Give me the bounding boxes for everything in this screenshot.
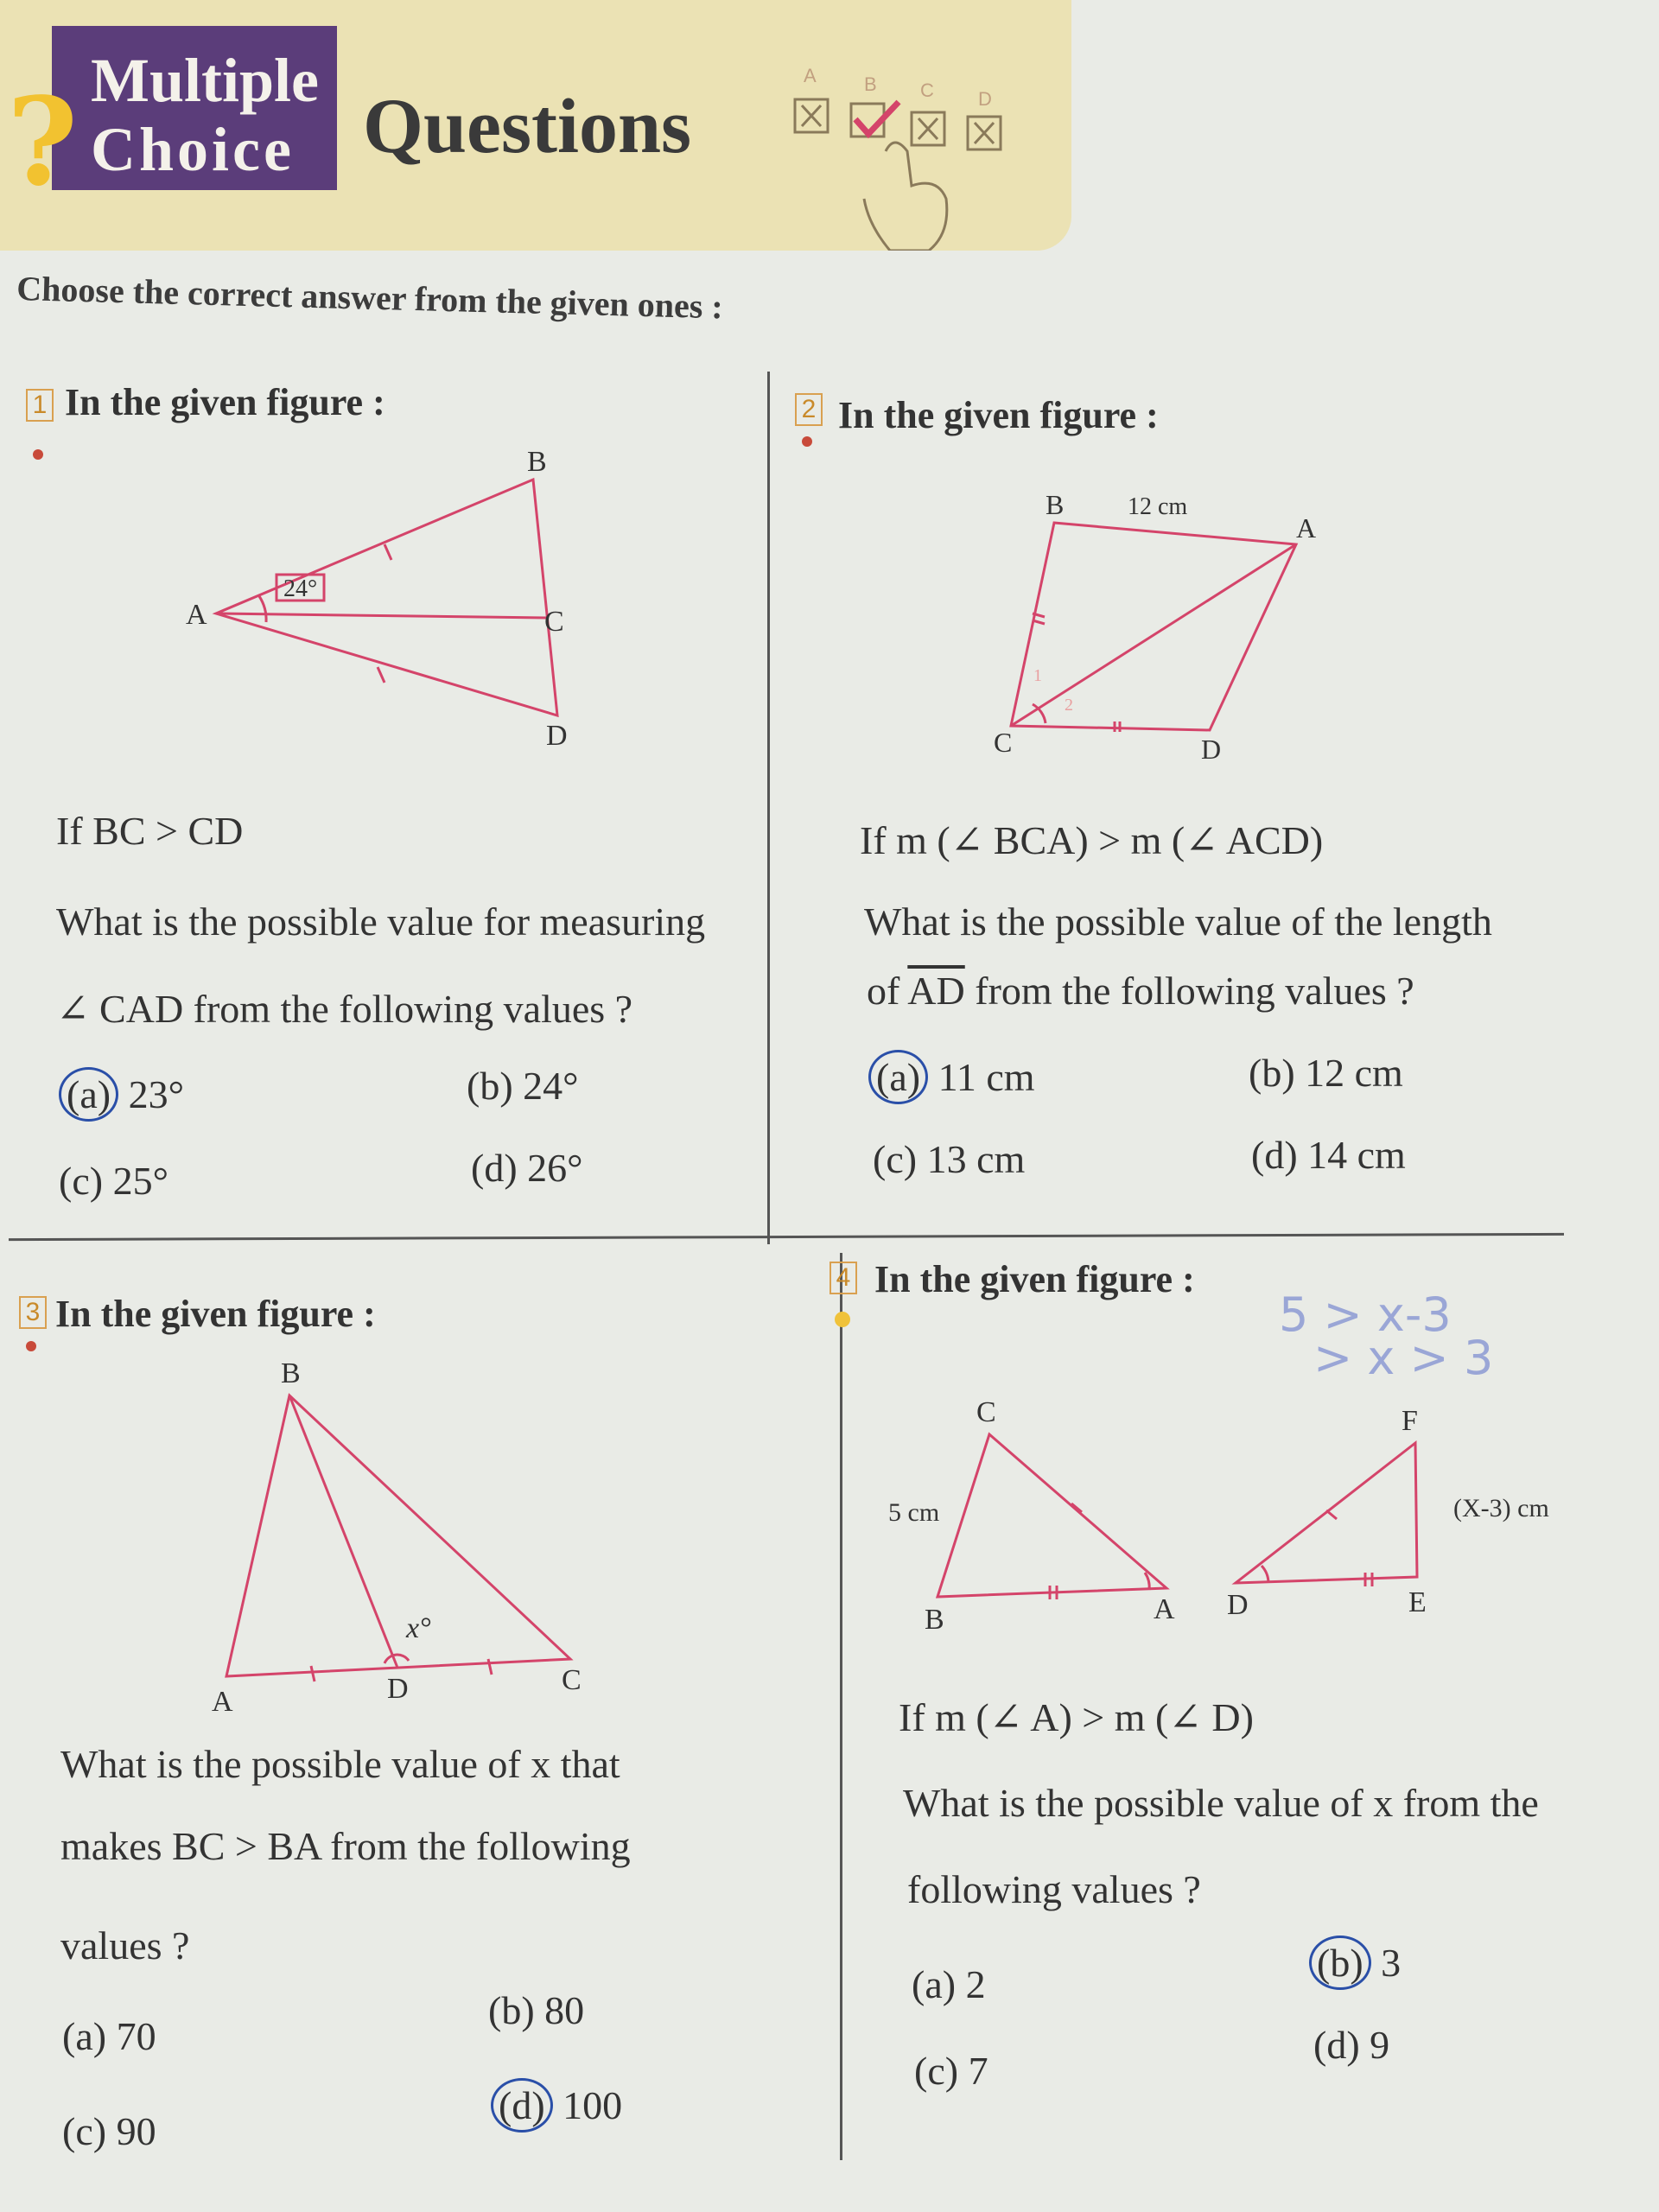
side-label: 12 cm: [1128, 493, 1188, 520]
option-b[interactable]: (b) 80: [488, 1988, 585, 2032]
icon-letter-c: C: [920, 79, 934, 101]
icon-letter-a: A: [804, 65, 817, 86]
icon-letter-b: B: [864, 73, 877, 95]
option-b[interactable]: (b) 24°: [467, 1064, 579, 1108]
question-text-line-2: following values ?: [907, 1867, 1201, 1911]
angle-2-label: 2: [1065, 696, 1073, 715]
question-number: 4: [830, 1262, 857, 1294]
angle-label: x°: [406, 1612, 431, 1644]
option-d[interactable]: (d) 14 cm: [1251, 1133, 1406, 1177]
answer-circle: (b): [1309, 1936, 1371, 1990]
option-a[interactable]: (a) 2: [912, 1962, 986, 2006]
figure-q4: [873, 1382, 1564, 1650]
question-condition: If m (∠ BCA) > m (∠ ACD): [860, 818, 1324, 862]
label-d: D: [1227, 1589, 1249, 1621]
question-number: 2: [795, 393, 823, 426]
question-number: 3: [19, 1296, 47, 1329]
option-b[interactable]: (b) 12 cm: [1249, 1051, 1403, 1095]
segment-ad: $\overline{AD}$: [907, 969, 965, 1013]
option-c[interactable]: (c) 25°: [59, 1159, 168, 1203]
question-number: 1: [26, 389, 54, 422]
angle-label: 24°: [283, 575, 318, 602]
label-b: B: [1046, 489, 1065, 520]
question-condition: If BC > CD: [56, 809, 244, 853]
instruction-text: Choose the correct answer from the given ones :: [16, 268, 724, 327]
bullet-dot: [26, 1341, 36, 1351]
badge-line-2: Choice: [91, 115, 295, 184]
label-e: E: [1408, 1586, 1427, 1618]
option-a[interactable]: (a) 70: [62, 2014, 156, 2058]
option-a[interactable]: (a) 23°: [59, 1067, 184, 1122]
label-a: A: [186, 599, 207, 631]
question-heading: In the given figure :: [55, 1293, 376, 1335]
answer-circle: (d): [491, 2078, 553, 2133]
figure-q3: [190, 1348, 605, 1728]
question-text-line-1: What is the possible value of x from the: [903, 1781, 1539, 1825]
label-b: B: [281, 1357, 301, 1389]
label-c: C: [994, 727, 1013, 758]
badge-line-1: Multiple: [91, 46, 319, 115]
option-c[interactable]: (c) 7: [914, 2049, 988, 2093]
vertical-divider-bottom: [840, 1253, 842, 2160]
handwritten-note-2: > x > 3: [1313, 1331, 1494, 1385]
bullet-dot: [835, 1312, 850, 1327]
label-c: C: [562, 1664, 582, 1696]
label-b: B: [527, 446, 547, 478]
question-heading: In the given figure :: [838, 394, 1159, 436]
answer-circle: (a): [59, 1067, 118, 1122]
question-mark-icon: ?: [7, 72, 79, 213]
label-a: A: [1154, 1593, 1175, 1625]
option-c[interactable]: (c) 13 cm: [873, 1137, 1026, 1181]
question-text-line-2: ∠ CAD from the following values ?: [56, 987, 633, 1031]
label-d: D: [387, 1673, 409, 1705]
icon-letter-d: D: [978, 88, 992, 110]
label-d: D: [1201, 734, 1222, 765]
label-d: D: [546, 720, 568, 752]
question-text-line-1: What is the possible value of x that: [60, 1742, 620, 1786]
option-d[interactable]: (d) 26°: [471, 1146, 583, 1190]
question-heading: In the given figure :: [874, 1258, 1195, 1300]
option-d[interactable]: (d) 9: [1313, 2023, 1390, 2067]
bullet-dot: [802, 436, 812, 447]
horizontal-divider: [9, 1233, 1564, 1241]
label-c: C: [976, 1396, 996, 1428]
angle-1-label: 1: [1033, 666, 1042, 685]
figure-q2: [985, 484, 1348, 778]
label-c: C: [544, 606, 564, 638]
question-text-line-2: makes BC > BA from the following: [60, 1824, 631, 1868]
question-text-line-3: values ?: [60, 1923, 190, 1967]
answer-circle: (a): [868, 1050, 928, 1104]
label-f: F: [1402, 1405, 1418, 1437]
handwritten-note-1: 5 > x-3: [1279, 1287, 1452, 1342]
label-b: B: [925, 1604, 944, 1636]
question-text-line-1: What is the possible value for measuring: [56, 899, 706, 944]
vertical-divider-top: [767, 372, 770, 1244]
side-label-1: 5 cm: [888, 1498, 940, 1527]
option-d[interactable]: (d) 100: [491, 2078, 622, 2133]
figure-q1: [173, 432, 605, 778]
page-title: Questions: [363, 84, 692, 169]
question-text-line-2: of $\overline{AD}$ from the following values ?: [867, 969, 1414, 1013]
option-b[interactable]: (b) 3: [1309, 1936, 1401, 1990]
question-condition: If m (∠ A) > m (∠ D): [899, 1695, 1254, 1739]
bullet-dot: [33, 449, 43, 460]
label-a: A: [212, 1686, 233, 1718]
option-a[interactable]: (a) 11 cm: [868, 1050, 1035, 1104]
question-text-line-1: What is the possible value of the length: [864, 899, 1492, 944]
label-a: A: [1296, 512, 1317, 543]
side-label-2: (X-3) cm: [1453, 1494, 1549, 1522]
option-c[interactable]: (c) 90: [62, 2109, 156, 2153]
checkbox-choice-icon: [734, 52, 1063, 251]
question-heading: In the given figure :: [65, 381, 385, 423]
